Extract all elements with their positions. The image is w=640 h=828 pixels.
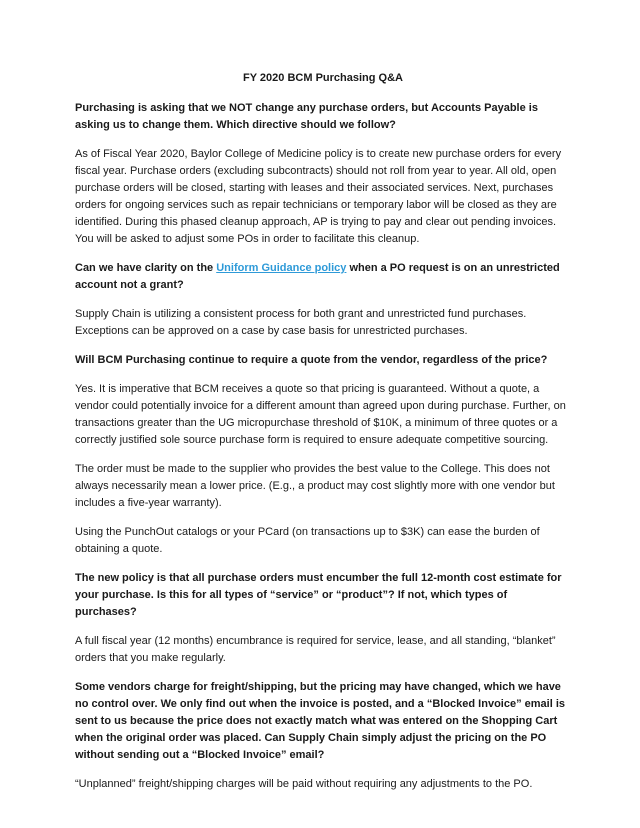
- answer-4-paragraph-1: A full fiscal year (12 months) encumbrance is required for service, lease, and all standing, “blanket” orders that you make regularly.: [75, 635, 556, 664]
- answer-3-paragraph-1: Yes. It is imperative that BCM receives a quote so that pricing is guaranteed. Without a quote, a vendor could potentially invoice for a different amount than agreed upon during purchase. Further, on transactions greater than the UG micropurchase threshold of $10K, a minimum of three quotes or a correctly justified sole source purchase form is required to ensure adequate competitive sourcing.: [75, 383, 566, 446]
- document-title: FY 2020 BCM Purchasing Q&A: [243, 72, 403, 84]
- question-2-text-start: Can we have clarity on the: [75, 262, 217, 274]
- answer-1-paragraph-1: As of Fiscal Year 2020, Baylor College of Medicine policy is to create new purchase orders for every fiscal year. Purchase orders (excluding subcontracts) should not roll from year to year. All old, open purchase orders will be closed, starting with leases and their associated services. Next, purchases orders for ongoing services such as repair technicians or temporary labor will be closed as they are identified. During this phased cleanup approach, AP is trying to pay and clear out pending invoices. You will be asked to adjust some POs in order to facilitate this cleanup.: [75, 148, 562, 245]
- question-3: Will BCM Purchasing continue to require a quote from the vendor, regardless of the price?: [75, 354, 548, 366]
- question-2-text-end: when a PO request is on an unrestricted account not a grant?: [75, 262, 560, 291]
- answer-3-paragraph-3: Using the PunchOut catalogs or your PCard (on transactions up to $3K) can ease the burden of obtaining a quote.: [75, 526, 540, 555]
- document-page: [75, 71, 571, 805]
- answer-5-paragraph-1: “Unplanned” freight/shipping charges will be paid without requiring any adjustments to the PO.: [75, 778, 533, 790]
- uniform-guidance-policy-link[interactable]: Uniform Guidance policy: [216, 262, 347, 274]
- question-1: Purchasing is asking that we NOT change any purchase orders, but Accounts Payable is asking us to change them. Which directive should we follow?: [75, 102, 538, 131]
- answer-3-paragraph-2: The order must be made to the supplier who provides the best value to the College. This does not always necessarily mean a lower price. (E.g., a product may cost slightly more with one vendor but includes a five-year warranty).: [75, 463, 555, 509]
- question-5: Some vendors charge for freight/shipping, but the pricing may have changed, which we have no control over. We only find out when the invoice is posted, and a “Blocked Invoice” email is sent to us because the price does not exactly match what was entered on the Shopping Cart when the original order was placed. Can Supply Chain simply adjust the pricing on the PO without sending out a “Blocked Invoice” email?: [75, 681, 565, 761]
- question-2: [75, 260, 571, 294]
- answer-2-paragraph-1: Supply Chain is utilizing a consistent process for both grant and unrestricted fund purchases. Exceptions can be approved on a case by case basis for unrestricted purchases.: [75, 308, 527, 337]
- question-4: The new policy is that all purchase orders must encumber the full 12-month cost estimate for your purchase. Is this for all types of “service” or “product”? If not, which types of purchases?: [75, 572, 562, 618]
